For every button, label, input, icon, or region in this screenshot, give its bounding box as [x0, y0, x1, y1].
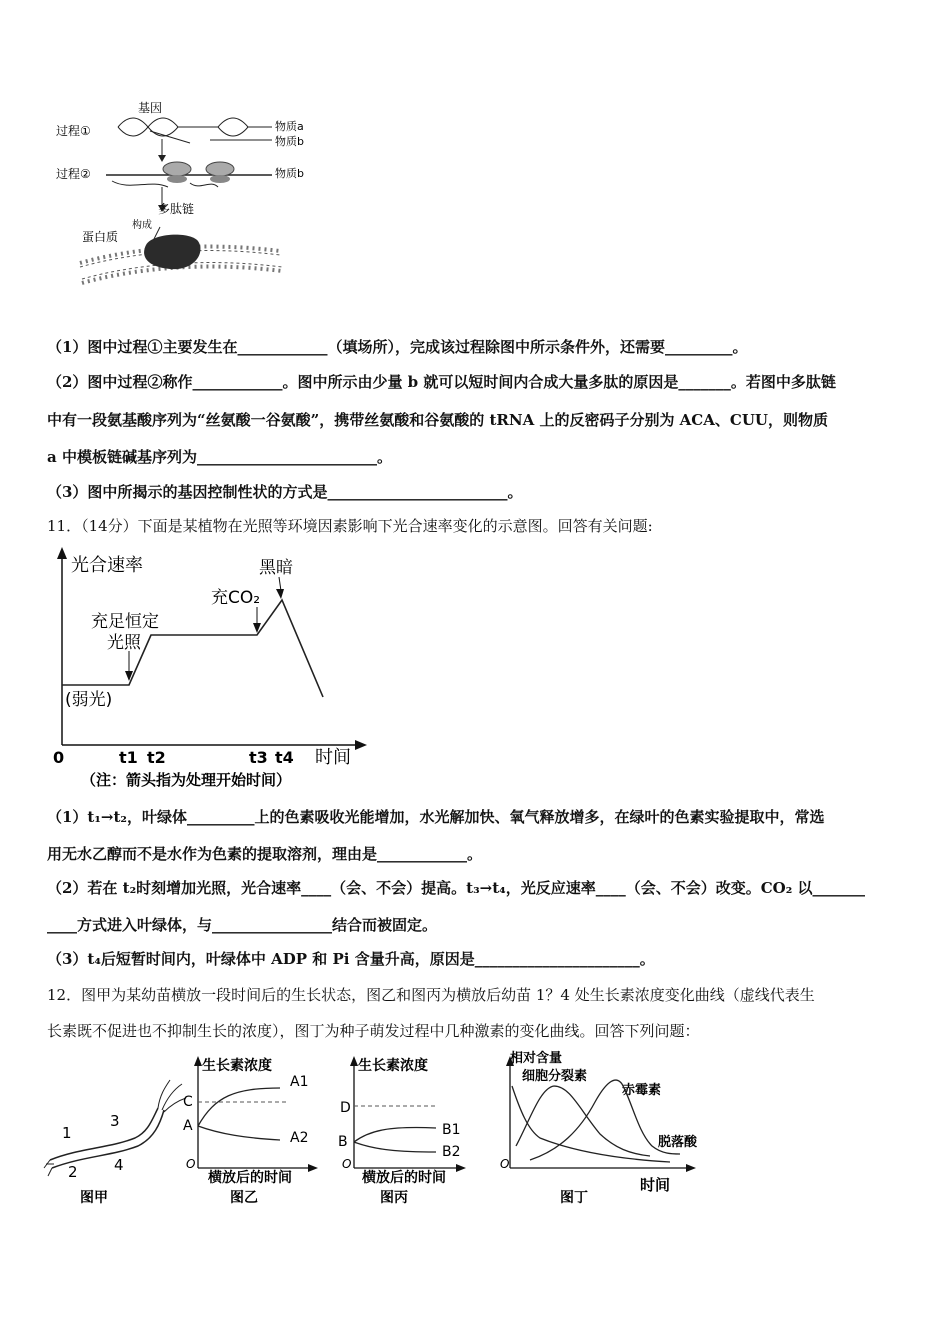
co2-label: 充CO₂: [211, 588, 261, 608]
arrow-down-icon: [158, 155, 166, 162]
origin-label: 0: [53, 748, 65, 767]
ding-xlabel: 时间: [640, 1176, 671, 1194]
figure-yi: [183, 1056, 318, 1206]
arrow-up-icon: [194, 1056, 202, 1066]
gene-expression-figure: [40, 95, 340, 315]
arrow-right-icon: [308, 1164, 318, 1172]
yi-A2: A2: [290, 1130, 309, 1146]
q10-part2-line3: a 中模板链碱基序列为________________________。: [47, 448, 392, 466]
q12-line2: 长素既不促进也不抑制生长的浓度），图丁为种子萌发过程中几种激素的变化曲线。回答下列问题：: [47, 1022, 700, 1040]
chart-note: （注：箭头指为处理开始时间）: [81, 771, 292, 789]
q10-part2-line1: （2）图中过程②称作____________。图中所示由少量 b 就可以短时间内合成大量多肽的原因是_______。若图中多肽链: [47, 373, 836, 391]
point-3: 3: [110, 1112, 120, 1130]
light-label-line2: 光照: [107, 633, 141, 653]
dna-strand-2: [118, 118, 248, 136]
yi-curve-A1: [198, 1088, 280, 1126]
constitute-label: 构成: [132, 220, 152, 231]
x-axis-label: 时间: [315, 747, 351, 768]
dark-label: 黑暗: [259, 558, 293, 578]
q11-heading: 11．（14分）下面是某植物在光照等环境因素影响下光合速率变化的示意图。回答有关问题:: [47, 517, 653, 535]
ding-gibberellin: 赤霉素: [622, 1083, 662, 1098]
figure-jia: [44, 1080, 186, 1206]
photosynthesis-chart: [45, 545, 375, 795]
caption-jia: 图甲: [80, 1190, 108, 1206]
ribosome-2: [206, 162, 234, 176]
polypeptide-label: 多肽链: [158, 202, 195, 216]
bing-curve-B2: [354, 1142, 436, 1152]
tick-t3: t3: [249, 748, 268, 767]
arrow-down-icon: [276, 589, 284, 599]
process1-label: 过程①: [56, 124, 91, 138]
yi-curve-A2: [198, 1126, 280, 1140]
tick-t1: t1: [119, 748, 138, 767]
yi-origin: O: [186, 1157, 196, 1171]
yi-C: C: [183, 1094, 193, 1110]
caption-bing: 图丙: [380, 1190, 408, 1206]
mrna-strand: [150, 131, 190, 143]
point-1: 1: [62, 1124, 72, 1142]
yi-ylabel: 生长素浓度: [202, 1058, 272, 1074]
x-axis-arrow-icon: [355, 740, 367, 750]
substance-b-label-2: 物质b: [275, 167, 304, 180]
figure-bing: [338, 1056, 466, 1206]
protein-blob: [144, 235, 200, 270]
substance-b-label-1: 物质b: [275, 135, 304, 148]
y-axis-arrow-icon: [57, 547, 67, 559]
q10-part3: （3）图中所揭示的基因控制性状的方式是________________________。: [47, 483, 523, 501]
ribosome-1: [163, 162, 191, 176]
arrow-right-icon: [686, 1164, 696, 1172]
q10-part2-line2: 中有一段氨基酸序列为“丝氨酸一谷氨酸”，携带丝氨酸和谷氨酸的 tRNA 上的反密码子分别为 ACA、CUU，则物质: [47, 411, 828, 429]
q11-part3: （3）t₄后短暂时间内，叶绿体中 ADP 和 Pi 含量升高，原因是______________________。: [47, 950, 655, 968]
ding-origin: O: [500, 1157, 510, 1171]
arrow-up-icon: [350, 1056, 358, 1066]
bing-curve-B1: [354, 1128, 436, 1142]
bing-B1: B1: [442, 1122, 461, 1138]
yi-xlabel: 横放后的时间: [208, 1170, 292, 1186]
gene-label: 基因: [138, 101, 163, 115]
ding-cytokinin: 细胞分裂素: [522, 1069, 588, 1084]
figure-ding: [500, 1050, 698, 1206]
protein-label: 蛋白质: [82, 230, 119, 244]
point-4: 4: [114, 1156, 124, 1174]
q11-part1-line2: 用无水乙醇而不是水作为色素的提取溶剂，理由是____________。: [47, 845, 483, 863]
yi-A: A: [183, 1118, 193, 1134]
process2-label: 过程②: [56, 167, 91, 181]
q11-part2-line1: （2）若在 t₂时刻增加光照，光合速率____（会、不会）提高。t₃→t₄，光反应速率____（会、不会）改变。CO₂ 以_______: [47, 879, 866, 897]
tick-t2: t2: [147, 748, 166, 767]
point-2: 2: [68, 1163, 78, 1181]
figures-12: [40, 1050, 740, 1220]
caption-ding: 图丁: [560, 1190, 588, 1206]
ding-abscisic: 脱落酸: [658, 1135, 698, 1150]
q10-part1: （1）图中过程①主要发生在____________（填场所），完成该过程除图中所示条件外，还需要_________。: [47, 338, 748, 356]
light-label-line1: 充足恒定: [91, 612, 159, 632]
bing-B2: B2: [442, 1144, 461, 1160]
q11-part1-line1: （1）t₁→t₂，叶绿体_________上的色素吸收光能增加，水光解加快、氧气释放增多，在绿叶的色素实验提取中，常选: [47, 808, 825, 826]
tick-t4: t4: [275, 748, 294, 767]
ding-ylabel: 相对含量: [510, 1051, 563, 1066]
y-axis-label: 光合速率: [71, 555, 143, 576]
q12-line1: 12．图甲为某幼苗横放一段时间后的生长状态，图乙和图丙为横放后幼苗 1？4 处生长素浓度变化曲线（虚线代表生: [47, 986, 815, 1004]
substance-a-label: 物质a: [275, 120, 304, 133]
yi-A1: A1: [290, 1074, 309, 1090]
arrow-right-icon: [456, 1164, 466, 1172]
caption-yi: 图乙: [230, 1190, 258, 1206]
q11-part2-line2: ____方式进入叶绿体，与________________结合而被固定。: [47, 916, 438, 934]
weak-light-label: (弱光): [65, 690, 113, 710]
bing-origin: O: [342, 1157, 352, 1171]
bing-D: D: [340, 1100, 351, 1116]
bing-xlabel: 横放后的时间: [362, 1170, 446, 1186]
bing-ylabel: 生长素浓度: [358, 1058, 428, 1074]
bing-B: B: [338, 1134, 348, 1150]
